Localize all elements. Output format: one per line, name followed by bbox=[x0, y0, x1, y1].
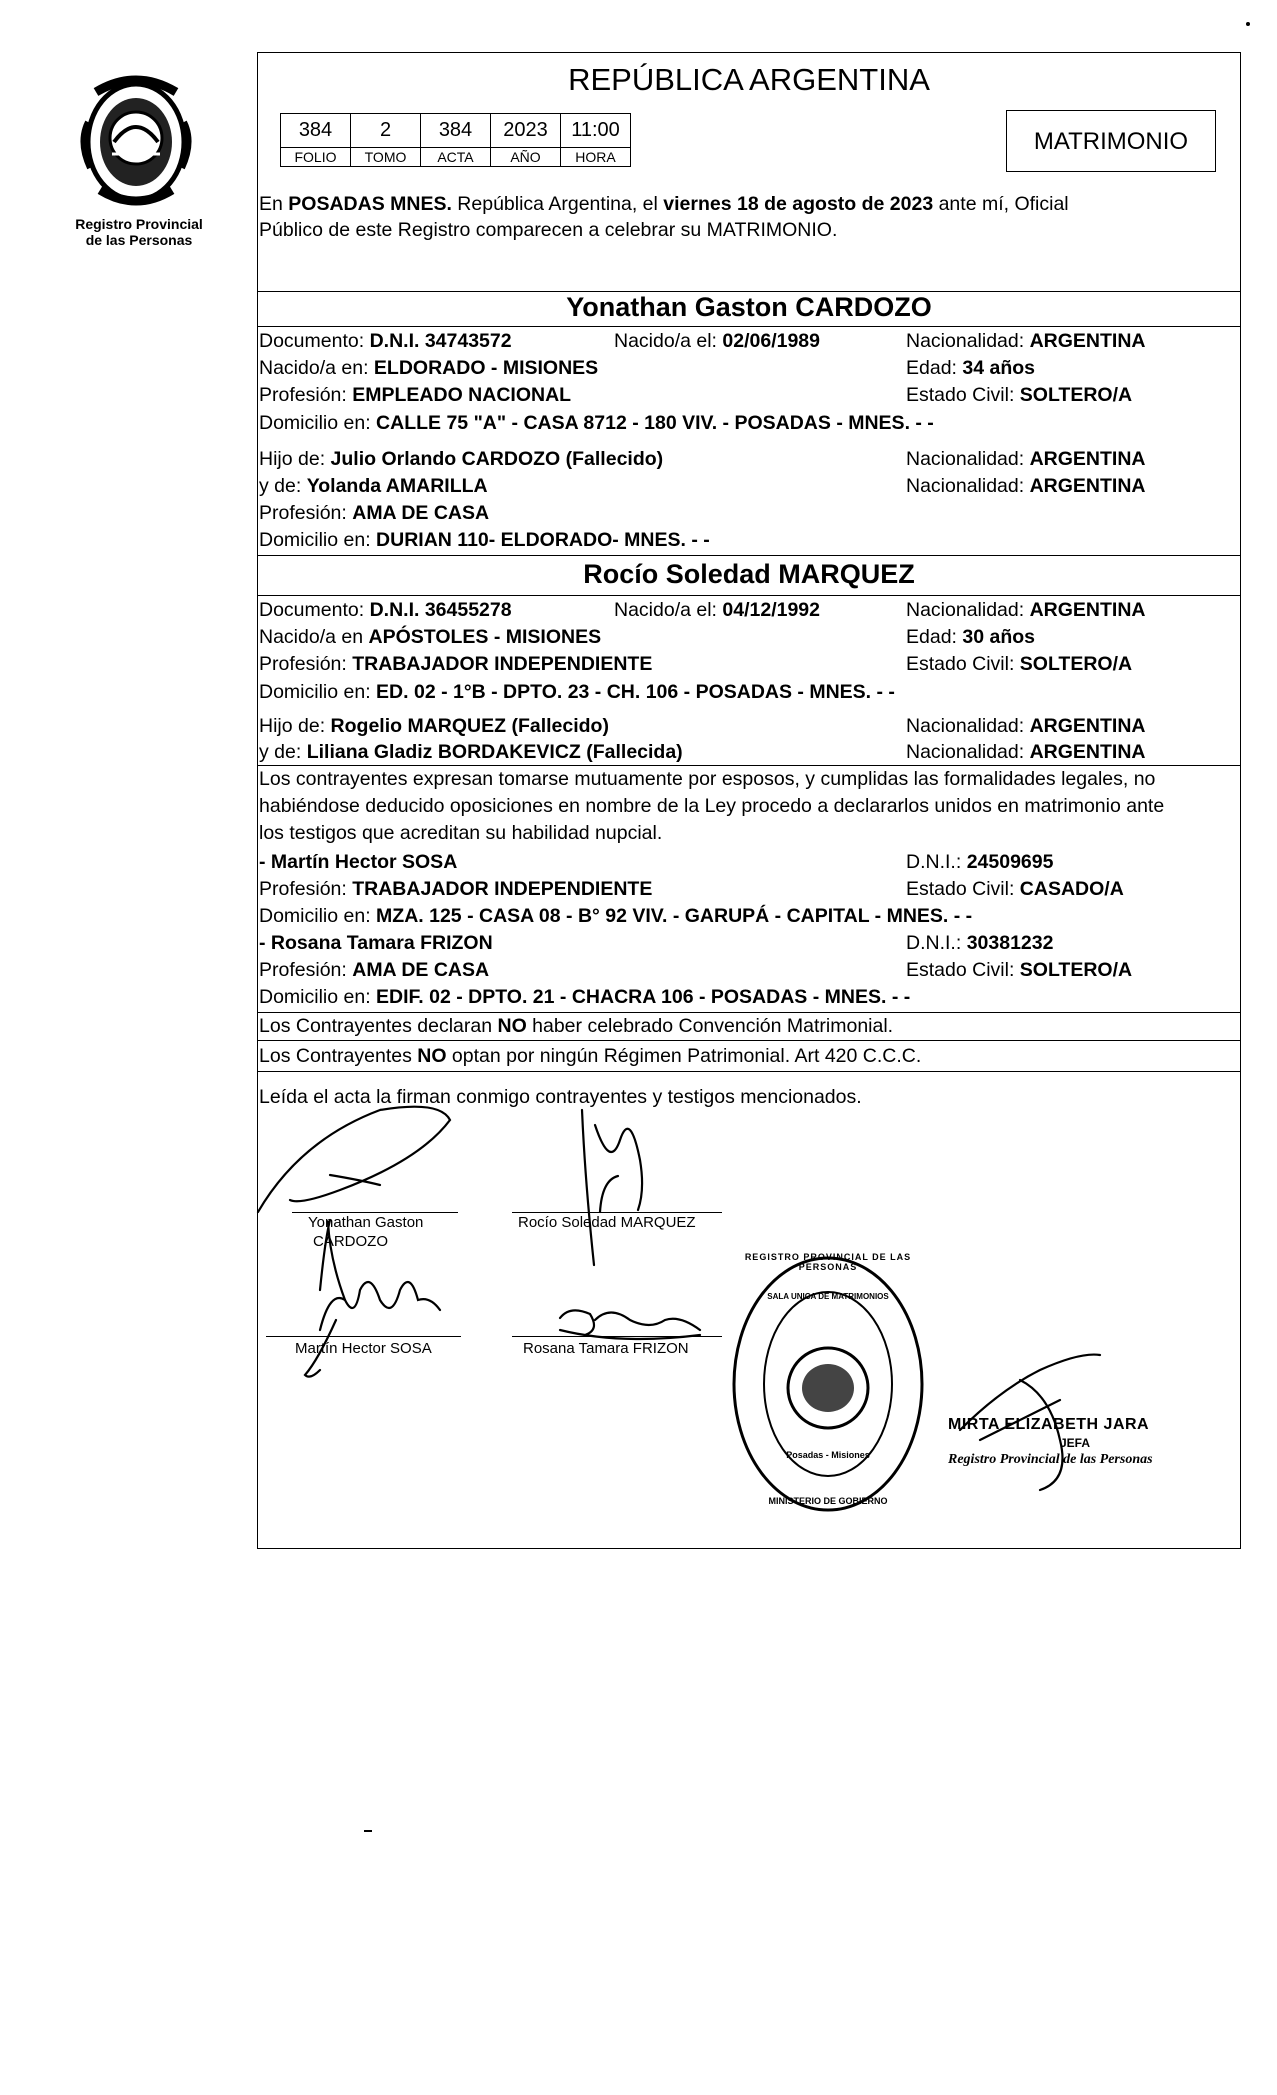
value: 30381232 bbox=[966, 932, 1054, 954]
label: y de: bbox=[259, 741, 302, 763]
value: CASADO/A bbox=[1019, 878, 1124, 900]
seal-inner-text: SALA UNICA DE MATRIMONIOS bbox=[767, 1292, 889, 1301]
intro-text-2: República Argentina, el bbox=[451, 193, 664, 215]
tomo-label: TOMO bbox=[351, 148, 421, 167]
label: Profesión: bbox=[259, 959, 347, 981]
stray-mark bbox=[364, 1830, 372, 1832]
label: Hijo de: bbox=[259, 715, 326, 737]
registry-caption-line2: de las Personas bbox=[85, 232, 193, 248]
hour-value: 11:00 bbox=[561, 114, 631, 148]
closing-text: Leída el acta la firman conmigo contrayentes y testigos mencionados. bbox=[259, 1086, 862, 1108]
label: Domicilio en: bbox=[259, 412, 371, 434]
label: Estado Civil: bbox=[906, 384, 1015, 406]
label: Nacido/a en bbox=[259, 626, 364, 648]
intro-text-1: En bbox=[259, 193, 289, 215]
folio-label: FOLIO bbox=[281, 148, 351, 167]
value: CALLE 75 "A" - CASA 8712 - 180 VIV. - POSADAS - MNES. - - bbox=[376, 412, 934, 434]
value: APÓSTOLES - MISIONES bbox=[368, 626, 602, 648]
label: Estado Civil: bbox=[906, 878, 1015, 900]
label: Nacionalidad: bbox=[906, 741, 1025, 763]
page-title: REPÚBLICA ARGENTINA bbox=[568, 62, 930, 97]
value: ARGENTINA bbox=[1029, 448, 1146, 470]
witness2-name: - Rosana Tamara FRIZON bbox=[259, 932, 493, 954]
text: Los Contrayentes bbox=[259, 1045, 418, 1067]
label: Profesión: bbox=[259, 502, 347, 524]
declaration-line-3: los testigos que acreditan su habilidad nupcial. bbox=[259, 822, 663, 844]
year-label: AÑO bbox=[491, 148, 561, 167]
tomo-value: 2 bbox=[351, 114, 421, 148]
value: Liliana Gladiz BORDAKEVICZ (Fallecida) bbox=[306, 741, 683, 763]
value: 02/06/1989 bbox=[722, 330, 821, 352]
declaration-line-2: habiéndose deducido oposiciones en nombre de la Ley procedo a declararlos unidos en matrimonio ante bbox=[259, 795, 1165, 817]
value: SOLTERO/A bbox=[1019, 384, 1133, 406]
value: EMPLEADO NACIONAL bbox=[352, 384, 572, 406]
value: Julio Orlando CARDOZO (Fallecido) bbox=[330, 448, 664, 470]
value: 24509695 bbox=[966, 851, 1054, 873]
value: AMA DE CASA bbox=[352, 502, 490, 524]
value: SOLTERO/A bbox=[1019, 959, 1133, 981]
signature-witness1-name: Martín Hector SOSA bbox=[295, 1340, 432, 1357]
intro-date: viernes 18 de agosto de 2023 bbox=[663, 193, 934, 215]
intro-line-2: Público de este Registro comparecen a celebrar su MATRIMONIO. bbox=[259, 219, 838, 241]
label: Nacido/a el: bbox=[614, 599, 717, 621]
value: D.N.I. 36455278 bbox=[369, 599, 512, 621]
official-seal bbox=[728, 1252, 928, 1517]
label: D.N.I.: bbox=[906, 851, 962, 873]
value: ED. 02 - 1°B - DPTO. 23 - CH. 106 - POSADAS - MNES. - - bbox=[376, 681, 895, 703]
signature-spouse1-name-2: CARDOZO bbox=[313, 1233, 388, 1250]
year-value: 2023 bbox=[491, 114, 561, 148]
label: Profesión: bbox=[259, 878, 347, 900]
seal-city-text: Posadas - Misiones bbox=[786, 1450, 870, 1460]
label: Domicilio en: bbox=[259, 986, 371, 1008]
value: Rogelio MARQUEZ (Fallecido) bbox=[330, 715, 609, 737]
emphasis: NO bbox=[497, 1015, 527, 1037]
label: Edad: bbox=[906, 626, 957, 648]
value: MZA. 125 - CASA 08 - B° 92 VIV. - GARUPÁ - CAPITAL - MNES. - - bbox=[376, 905, 973, 927]
registry-caption-line1: Registro Provincial bbox=[75, 216, 203, 232]
declaration-line-1: Los contrayentes expresan tomarse mutuamente por esposos, y cumplidas las formalidades legales, no bbox=[259, 768, 1156, 790]
label: Nacionalidad: bbox=[906, 330, 1025, 352]
text: optan por ningún Régimen Patrimonial. Art 420 C.C.C. bbox=[446, 1045, 922, 1067]
intro-place: POSADAS MNES. bbox=[288, 193, 452, 215]
value: TRABAJADOR INDEPENDIENTE bbox=[352, 653, 653, 675]
acta-label: ACTA bbox=[421, 148, 491, 167]
label: Nacido/a en: bbox=[259, 357, 369, 379]
signature-witness2-name: Rosana Tamara FRIZON bbox=[523, 1340, 689, 1357]
value: ELDORADO - MISIONES bbox=[373, 357, 599, 379]
acta-value: 384 bbox=[421, 114, 491, 148]
label: Edad: bbox=[906, 357, 957, 379]
label: D.N.I.: bbox=[906, 932, 962, 954]
value: D.N.I. 34743572 bbox=[369, 330, 512, 352]
seal-bottom-text: MINISTERIO DE GOBIERNO bbox=[768, 1496, 888, 1506]
value: 04/12/1992 bbox=[722, 599, 821, 621]
seal-outer-text: REGISTRO PROVINCIAL DE LAS PERSONAS bbox=[744, 1252, 912, 1272]
signature-spouse2-name: Rocío Soledad MARQUEZ bbox=[518, 1214, 696, 1231]
value: ARGENTINA bbox=[1029, 599, 1146, 621]
value: 34 años bbox=[962, 357, 1036, 379]
value: 30 años bbox=[962, 626, 1036, 648]
spouse1-name: Yonathan Gaston CARDOZO bbox=[566, 292, 932, 322]
label: Estado Civil: bbox=[906, 653, 1015, 675]
folio-value: 384 bbox=[281, 114, 351, 148]
label: Nacionalidad: bbox=[906, 475, 1025, 497]
label: Hijo de: bbox=[259, 448, 326, 470]
intro-text-3: ante mí, Oficial bbox=[933, 193, 1069, 215]
value: DURIAN 110- ELDORADO- MNES. - - bbox=[376, 529, 710, 551]
label: Nacionalidad: bbox=[906, 715, 1025, 737]
label: Domicilio en: bbox=[259, 529, 371, 551]
label: y de: bbox=[259, 475, 302, 497]
hour-label: HORA bbox=[561, 148, 631, 167]
official-role: JEFA bbox=[1060, 1436, 1091, 1450]
value: ARGENTINA bbox=[1029, 475, 1146, 497]
official-office: Registro Provincial de las Personas bbox=[948, 1452, 1153, 1467]
text: haber celebrado Convención Matrimonial. bbox=[526, 1015, 894, 1037]
label: Domicilio en: bbox=[259, 681, 371, 703]
label: Domicilio en: bbox=[259, 905, 371, 927]
value: EDIF. 02 - DPTO. 21 - CHACRA 106 - POSADAS - MNES. - - bbox=[376, 986, 911, 1008]
label: Nacionalidad: bbox=[906, 448, 1025, 470]
value: SOLTERO/A bbox=[1019, 653, 1133, 675]
spouse2-name: Rocío Soledad MARQUEZ bbox=[583, 559, 915, 589]
text: Los Contrayentes declaran bbox=[259, 1015, 498, 1037]
label: Profesión: bbox=[259, 653, 347, 675]
official-name: MIRTA ELIZABETH JARA bbox=[948, 1416, 1150, 1433]
signature-spouse1-name-1: Yonathan Gaston bbox=[308, 1214, 424, 1231]
witness1-name: - Martín Hector SOSA bbox=[259, 851, 458, 873]
label: Profesión: bbox=[259, 384, 347, 406]
value: AMA DE CASA bbox=[352, 959, 490, 981]
label: Documento: bbox=[259, 599, 365, 621]
value: ARGENTINA bbox=[1029, 715, 1146, 737]
emphasis: NO bbox=[417, 1045, 447, 1067]
stray-mark bbox=[1246, 22, 1250, 26]
label: Nacido/a el: bbox=[614, 330, 717, 352]
value: ARGENTINA bbox=[1029, 330, 1146, 352]
label: Nacionalidad: bbox=[906, 599, 1025, 621]
document-type-box: MATRIMONIO bbox=[1006, 110, 1216, 172]
value: Yolanda AMARILLA bbox=[306, 475, 488, 497]
value: TRABAJADOR INDEPENDIENTE bbox=[352, 878, 653, 900]
label: Documento: bbox=[259, 330, 365, 352]
value: ARGENTINA bbox=[1029, 741, 1146, 763]
label: Estado Civil: bbox=[906, 959, 1015, 981]
